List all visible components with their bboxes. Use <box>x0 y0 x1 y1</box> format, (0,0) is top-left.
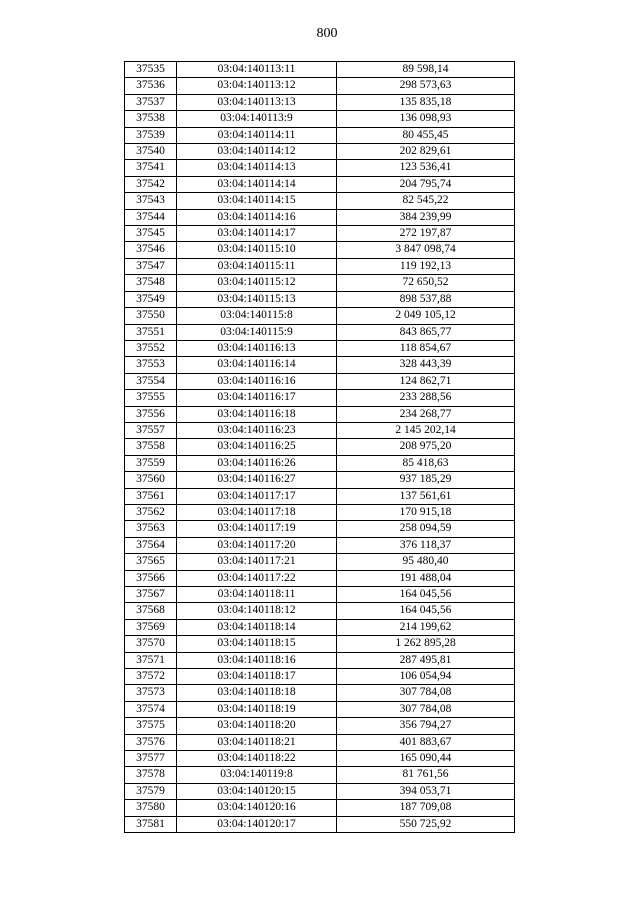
cadastral-number-cell: 03:04:140120:17 <box>177 816 337 832</box>
cadastral-number-cell: 03:04:140115:11 <box>177 258 337 274</box>
value-cell: 356 794,27 <box>337 718 515 734</box>
cadastral-number-cell: 03:04:140117:19 <box>177 521 337 537</box>
cadastral-number-cell: 03:04:140118:20 <box>177 718 337 734</box>
cadastral-number-cell: 03:04:140116:17 <box>177 390 337 406</box>
cadastral-number-cell: 03:04:140118:22 <box>177 751 337 767</box>
row-number-cell: 37549 <box>125 291 177 307</box>
value-cell: 550 725,92 <box>337 816 515 832</box>
row-number-cell: 37565 <box>125 554 177 570</box>
cadastral-number-cell: 03:04:140115:10 <box>177 242 337 258</box>
table-row <box>125 127 515 143</box>
table-row <box>125 258 515 274</box>
value-cell: 85 418,63 <box>337 455 515 471</box>
row-number-cell: 37573 <box>125 685 177 701</box>
row-number-cell: 37563 <box>125 521 177 537</box>
cadastral-number-cell: 03:04:140115:12 <box>177 275 337 291</box>
value-cell: 164 045,56 <box>337 603 515 619</box>
row-number-cell: 37555 <box>125 390 177 406</box>
row-number-cell: 37548 <box>125 275 177 291</box>
cadastral-number-cell: 03:04:140118:19 <box>177 701 337 717</box>
row-number-cell: 37579 <box>125 783 177 799</box>
table-row <box>125 718 515 734</box>
row-number-cell: 37564 <box>125 537 177 553</box>
row-number-cell: 37562 <box>125 504 177 520</box>
cadastral-number-cell: 03:04:140116:23 <box>177 422 337 438</box>
cadastral-number-cell: 03:04:140114:16 <box>177 209 337 225</box>
table-row <box>125 308 515 324</box>
table-row <box>125 242 515 258</box>
cadastral-number-cell: 03:04:140118:11 <box>177 587 337 603</box>
table-row <box>125 209 515 225</box>
row-number-cell: 37547 <box>125 258 177 274</box>
table-row <box>125 455 515 471</box>
table-row <box>125 340 515 356</box>
row-number-cell: 37542 <box>125 176 177 192</box>
row-number-cell: 37553 <box>125 357 177 373</box>
cadastral-number-cell: 03:04:140116:26 <box>177 455 337 471</box>
cadastral-number-cell: 03:04:140119:8 <box>177 767 337 783</box>
cadastral-number-cell: 03:04:140117:20 <box>177 537 337 553</box>
value-cell: 214 199,62 <box>337 619 515 635</box>
value-cell: 187 709,08 <box>337 800 515 816</box>
value-cell: 82 545,22 <box>337 193 515 209</box>
table-row <box>125 472 515 488</box>
table-row <box>125 193 515 209</box>
row-number-cell: 37551 <box>125 324 177 340</box>
value-cell: 204 795,74 <box>337 176 515 192</box>
cadastral-number-cell: 03:04:140116:27 <box>177 472 337 488</box>
cadastral-number-cell: 03:04:140114:17 <box>177 226 337 242</box>
value-cell: 287 495,81 <box>337 652 515 668</box>
cadastral-number-cell: 03:04:140114:12 <box>177 144 337 160</box>
row-number-cell: 37546 <box>125 242 177 258</box>
value-cell: 394 053,71 <box>337 783 515 799</box>
row-number-cell: 37576 <box>125 734 177 750</box>
row-number-cell: 37581 <box>125 816 177 832</box>
table-row <box>125 734 515 750</box>
table-row <box>125 422 515 438</box>
table-row <box>125 587 515 603</box>
value-cell: 233 288,56 <box>337 390 515 406</box>
row-number-cell: 37544 <box>125 209 177 225</box>
table-row <box>125 619 515 635</box>
cadastral-number-cell: 03:04:140113:9 <box>177 111 337 127</box>
table-row <box>125 373 515 389</box>
row-number-cell: 37543 <box>125 193 177 209</box>
table-row <box>125 685 515 701</box>
cadastral-number-cell: 03:04:140114:13 <box>177 160 337 176</box>
table-row <box>125 636 515 652</box>
registry-table <box>124 61 515 833</box>
value-cell: 136 098,93 <box>337 111 515 127</box>
cadastral-number-cell: 03:04:140115:8 <box>177 308 337 324</box>
row-number-cell: 37557 <box>125 422 177 438</box>
value-cell: 234 268,77 <box>337 406 515 422</box>
row-number-cell: 37568 <box>125 603 177 619</box>
table-row <box>125 94 515 110</box>
cadastral-number-cell: 03:04:140115:9 <box>177 324 337 340</box>
table-row <box>125 488 515 504</box>
row-number-cell: 37556 <box>125 406 177 422</box>
value-cell: 208 975,20 <box>337 439 515 455</box>
table-row <box>125 816 515 832</box>
cadastral-number-cell: 03:04:140113:11 <box>177 62 337 78</box>
value-cell: 124 862,71 <box>337 373 515 389</box>
row-number-cell: 37539 <box>125 127 177 143</box>
value-cell: 81 761,56 <box>337 767 515 783</box>
table-row <box>125 176 515 192</box>
table-row <box>125 751 515 767</box>
value-cell: 258 094,59 <box>337 521 515 537</box>
value-cell: 272 197,87 <box>337 226 515 242</box>
table-row <box>125 406 515 422</box>
cadastral-number-cell: 03:04:140114:15 <box>177 193 337 209</box>
cadastral-number-cell: 03:04:140116:13 <box>177 340 337 356</box>
row-number-cell: 37545 <box>125 226 177 242</box>
value-cell: 191 488,04 <box>337 570 515 586</box>
table-row <box>125 504 515 520</box>
row-number-cell: 37558 <box>125 439 177 455</box>
table-row <box>125 603 515 619</box>
value-cell: 298 573,63 <box>337 78 515 94</box>
value-cell: 307 784,08 <box>337 701 515 717</box>
cadastral-number-cell: 03:04:140118:17 <box>177 669 337 685</box>
table-row <box>125 275 515 291</box>
row-number-cell: 37561 <box>125 488 177 504</box>
row-number-cell: 37577 <box>125 751 177 767</box>
row-number-cell: 37578 <box>125 767 177 783</box>
value-cell: 123 536,41 <box>337 160 515 176</box>
cadastral-number-cell: 03:04:140118:12 <box>177 603 337 619</box>
row-number-cell: 37540 <box>125 144 177 160</box>
cadastral-number-cell: 03:04:140118:15 <box>177 636 337 652</box>
row-number-cell: 37541 <box>125 160 177 176</box>
table-row <box>125 160 515 176</box>
table-row <box>125 554 515 570</box>
table-row <box>125 783 515 799</box>
page-number: 800 <box>316 26 338 41</box>
table-row <box>125 669 515 685</box>
table-row <box>125 324 515 340</box>
value-cell: 137 561,61 <box>337 488 515 504</box>
table-row <box>125 701 515 717</box>
row-number-cell: 37569 <box>125 619 177 635</box>
row-number-cell: 37535 <box>125 62 177 78</box>
table-row <box>125 144 515 160</box>
cadastral-number-cell: 03:04:140113:12 <box>177 78 337 94</box>
row-number-cell: 37538 <box>125 111 177 127</box>
registry-table-body <box>125 62 515 833</box>
cadastral-number-cell: 03:04:140117:22 <box>177 570 337 586</box>
value-cell: 898 537,88 <box>337 291 515 307</box>
table-row <box>125 291 515 307</box>
row-number-cell: 37571 <box>125 652 177 668</box>
table-row <box>125 439 515 455</box>
value-cell: 170 915,18 <box>337 504 515 520</box>
row-number-cell: 37554 <box>125 373 177 389</box>
row-number-cell: 37566 <box>125 570 177 586</box>
cadastral-number-cell: 03:04:140118:21 <box>177 734 337 750</box>
row-number-cell: 37550 <box>125 308 177 324</box>
table-row <box>125 226 515 242</box>
row-number-cell: 37536 <box>125 78 177 94</box>
table-row <box>125 767 515 783</box>
value-cell: 937 185,29 <box>337 472 515 488</box>
cadastral-number-cell: 03:04:140118:18 <box>177 685 337 701</box>
cadastral-number-cell: 03:04:140115:13 <box>177 291 337 307</box>
value-cell: 3 847 098,74 <box>337 242 515 258</box>
cadastral-number-cell: 03:04:140116:16 <box>177 373 337 389</box>
cadastral-number-cell: 03:04:140120:15 <box>177 783 337 799</box>
value-cell: 165 090,44 <box>337 751 515 767</box>
cadastral-number-cell: 03:04:140116:18 <box>177 406 337 422</box>
value-cell: 1 262 895,28 <box>337 636 515 652</box>
cadastral-number-cell: 03:04:140117:18 <box>177 504 337 520</box>
table-row <box>125 390 515 406</box>
value-cell: 118 854,67 <box>337 340 515 356</box>
value-cell: 202 829,61 <box>337 144 515 160</box>
value-cell: 89 598,14 <box>337 62 515 78</box>
cadastral-number-cell: 03:04:140116:14 <box>177 357 337 373</box>
row-number-cell: 37567 <box>125 587 177 603</box>
value-cell: 328 443,39 <box>337 357 515 373</box>
value-cell: 95 480,40 <box>337 554 515 570</box>
table-row <box>125 800 515 816</box>
row-number-cell: 37575 <box>125 718 177 734</box>
value-cell: 80 455,45 <box>337 127 515 143</box>
value-cell: 843 865,77 <box>337 324 515 340</box>
value-cell: 135 835,18 <box>337 94 515 110</box>
value-cell: 119 192,13 <box>337 258 515 274</box>
row-number-cell: 37560 <box>125 472 177 488</box>
cadastral-number-cell: 03:04:140116:25 <box>177 439 337 455</box>
value-cell: 2 049 105,12 <box>337 308 515 324</box>
row-number-cell: 37580 <box>125 800 177 816</box>
value-cell: 72 650,52 <box>337 275 515 291</box>
table-row <box>125 111 515 127</box>
table-row <box>125 570 515 586</box>
cadastral-number-cell: 03:04:140113:13 <box>177 94 337 110</box>
value-cell: 164 045,56 <box>337 587 515 603</box>
table-row <box>125 357 515 373</box>
value-cell: 2 145 202,14 <box>337 422 515 438</box>
cadastral-number-cell: 03:04:140118:14 <box>177 619 337 635</box>
value-cell: 401 883,67 <box>337 734 515 750</box>
table-row <box>125 537 515 553</box>
row-number-cell: 37572 <box>125 669 177 685</box>
row-number-cell: 37537 <box>125 94 177 110</box>
cadastral-number-cell: 03:04:140120:16 <box>177 800 337 816</box>
cadastral-number-cell: 03:04:140118:16 <box>177 652 337 668</box>
row-number-cell: 37574 <box>125 701 177 717</box>
cadastral-number-cell: 03:04:140114:11 <box>177 127 337 143</box>
table-row <box>125 62 515 78</box>
cadastral-number-cell: 03:04:140117:17 <box>177 488 337 504</box>
value-cell: 384 239,99 <box>337 209 515 225</box>
cadastral-number-cell: 03:04:140114:14 <box>177 176 337 192</box>
cadastral-number-cell: 03:04:140117:21 <box>177 554 337 570</box>
row-number-cell: 37570 <box>125 636 177 652</box>
value-cell: 106 054,94 <box>337 669 515 685</box>
row-number-cell: 37559 <box>125 455 177 471</box>
table-row <box>125 652 515 668</box>
value-cell: 307 784,08 <box>337 685 515 701</box>
value-cell: 376 118,37 <box>337 537 515 553</box>
row-number-cell: 37552 <box>125 340 177 356</box>
table-row <box>125 521 515 537</box>
table-row <box>125 78 515 94</box>
